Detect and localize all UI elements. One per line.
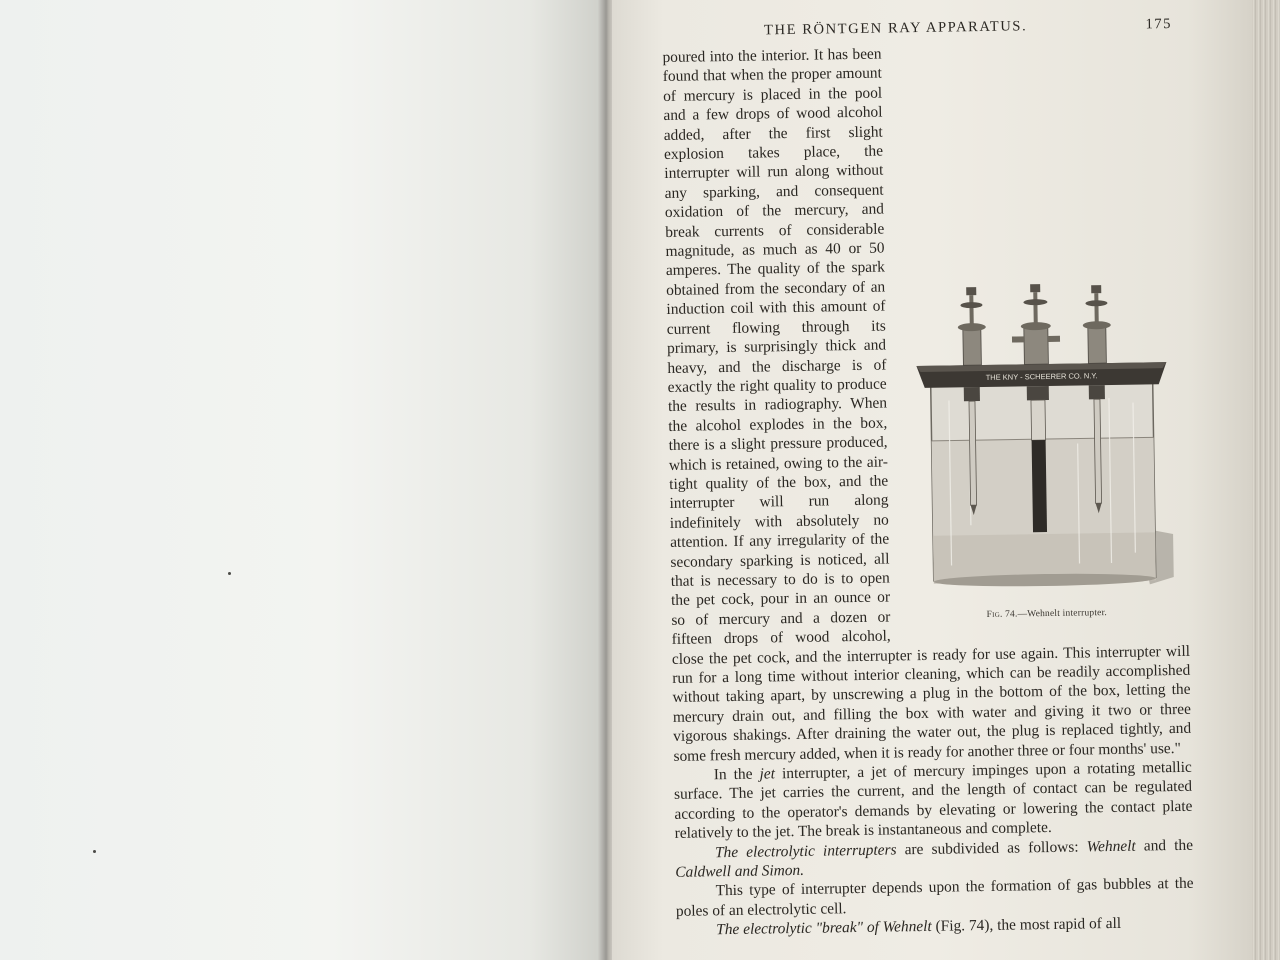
maker-plate-text: THE KNY - SCHEERER CO. N.Y.: [985, 371, 1098, 382]
page-edges: [1252, 0, 1280, 960]
paragraph-gas-bubbles: This type of interrupter depends upon the formation of gas bubbles at the poles of an electrolytic cell.: [675, 875, 1194, 920]
paper-speck: [93, 850, 96, 853]
wehnelt-interrupter-illustration: [906, 272, 1181, 601]
left-page: [0, 0, 602, 960]
page-content: [662, 16, 1194, 941]
paragraph-electrolytic-interrupters: The electrolytic interrupters are subdivided as follows: Wehnelt and the Caldwell and Simon.: [675, 836, 1194, 881]
running-title: THE RÖNTGEN RAY APPARATUS.: [763, 18, 1028, 39]
caption-label: Fig. 74.: [986, 609, 1018, 620]
paragraph-jet-interrupter: In the jet interrupter, a jet of mercury impinges upon a rotating metallic surface. The jet carries the current, and the length of contact can be regulated according to the operator's demands by elevating or lowering the contact plate relatively to the jet. The break is instantaneous and complete.: [673, 758, 1193, 843]
paragraph-mercury-interrupter: poured into the interior. It has been found that when the proper amount of mercury is placed in the pool and a few drops of wood alcohol added, after the first slight explosion takes place, the interrupter will run along without any sparking, and consequent oxidation of the mercury, and break currents of considerable magnitude, as much as 40 or 50 amperes. The quality of the spark obtained from the secondary of an induction coil with this amount of current flowing through its primary, is surprisingly thick and heavy, and the discharge is of exactly the right quality to produce the results in radiography. When the alcohol explodes in the box, there is a slight pressure produced, which is retained, owing to the air-tight quality of the box, and the interrupter will run along indefinitely with absolutely no attention. If any irregularity of the secondary sparking is noticed, all that is necessary to do is to open the pet cock, pour in an ounce or so of mercury and a dozen or fifteen drops of wood alcohol, close the pet cock, and the interrupter is ready for use again. This interrupter will run for a long time without interior cleaning, which can be readily accomplished without taking apart, by unscrewing a plug in the bottom of the box, letting the mercury drain out, and filling the box with water and giving it two or three vigorous shakings. After draining the water out, the plug is replaced tightly, and some fresh mercury added, when it is ready for another three or four months' use.": [662, 45, 1192, 765]
paragraph-wehnelt-break: The electrolytic "break" of Wehnelt (Fig. 74), the most rapid of all: [716, 915, 1122, 939]
caption-text: —Wehnelt interrupter.: [1017, 608, 1108, 620]
body-text: [662, 40, 1194, 941]
figure-wehnelt-interrupter: [899, 272, 1189, 627]
paper-speck: [228, 572, 231, 575]
page-number: 175: [1145, 15, 1173, 33]
